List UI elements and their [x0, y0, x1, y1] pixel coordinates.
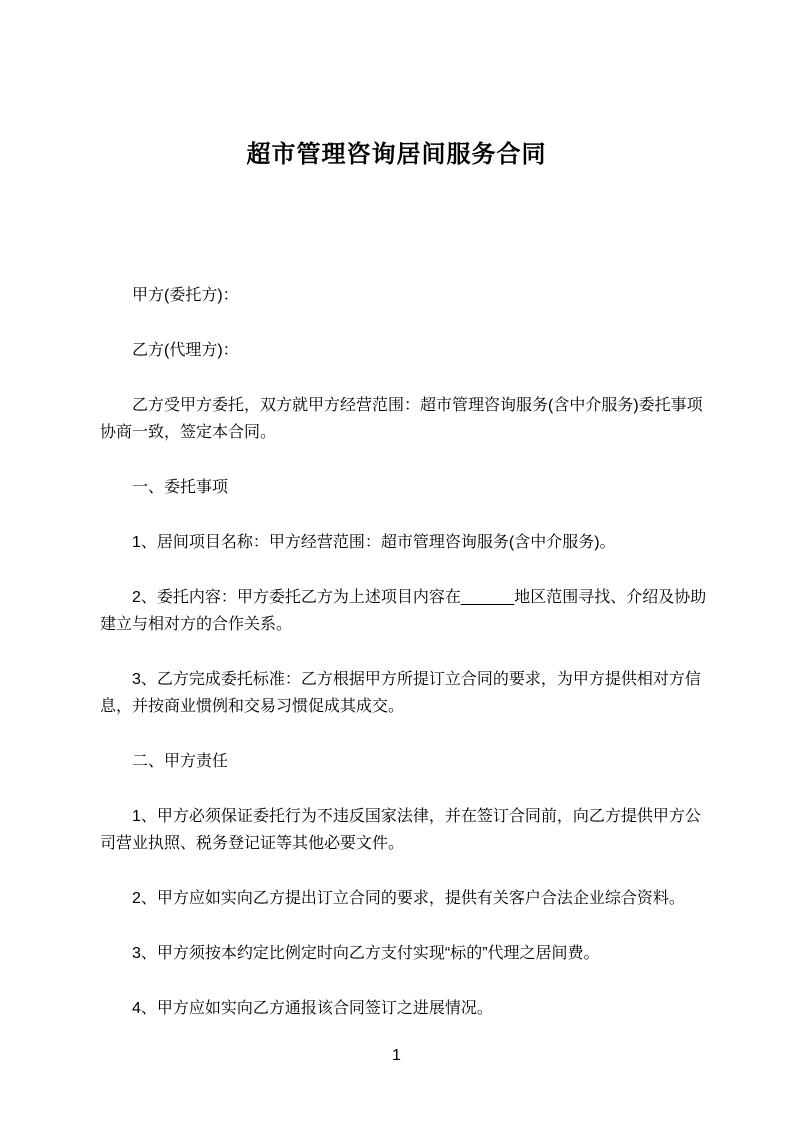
- section-1-item-1: 1、居间项目名称：甲方经营范围：超市管理咨询服务(含中介服务)。: [132, 534, 616, 551]
- section-2-item-3: 3、甲方须按本约定比例定时向乙方支付实现“标的”代理之居间费。: [132, 945, 600, 962]
- section-1-item-3: 3、乙方完成委托标准：乙方根据甲方所提订立合同的要求，为甲方提供相对方信息，并按商业惯例和交易习惯促成其成交。: [100, 671, 701, 715]
- section-2-item-2: 2、甲方应如实向乙方提出订立合同的要求，提供有关客户合法企业综合资料。: [132, 890, 685, 907]
- section-2-item-4: 4、甲方应如实向乙方通报该合同签订之进展情况。: [132, 1000, 493, 1017]
- document-body: [0, 282, 793, 1022]
- intro-paragraph: 乙方受甲方委托，双方就甲方经营范围：超市管理咨询服务(含中介服务)委托事项协商一致，签定本合同。: [100, 397, 703, 441]
- party-a-label: 甲方(委托方)：: [132, 287, 239, 304]
- section-2-heading: 二、甲方责任: [132, 753, 229, 770]
- section-1-heading: 一、委托事项: [132, 479, 229, 496]
- party-b-label: 乙方(代理方)：: [132, 342, 239, 359]
- page-number: 1: [392, 1047, 401, 1064]
- section-2-item-1: 1、甲方必须保证委托行为不违反国家法律，并在签订合同前，向乙方提供甲方公司营业执照、税务登记证等其他必要文件。: [100, 808, 701, 852]
- document-title: 超市管理咨询居间服务合同: [246, 141, 547, 168]
- section-1-item-2: 2、委托内容：甲方委托乙方为上述项目内容在______地区范围寻找、介绍及协助建立与相对方的合作关系。: [100, 589, 707, 633]
